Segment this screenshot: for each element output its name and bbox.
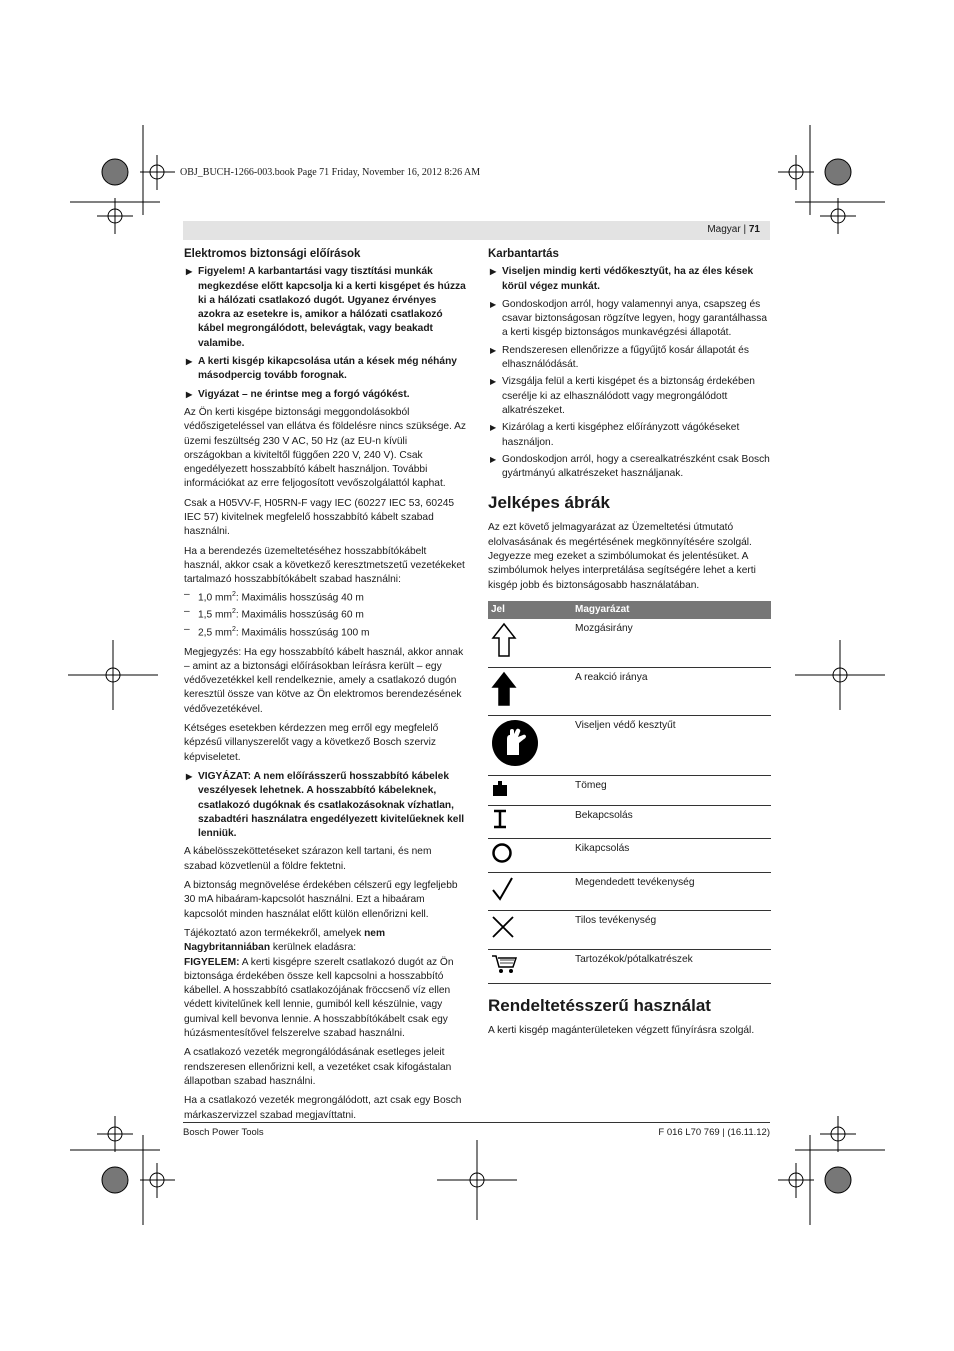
switch-off-icon <box>491 842 513 864</box>
paragraph: A kerti kisgép magánterületeken végzett fűnyírásra szolgál. <box>488 1024 755 1036</box>
print-header: OBJ_BUCH-1266-003.book Page 71 Friday, November 16, 2012 8:26 AM <box>180 167 481 178</box>
symbol-description: A reakció iránya <box>572 667 771 715</box>
footer-brand: Bosch Power Tools <box>183 1127 264 1138</box>
table-row <box>488 667 771 715</box>
list-item: ▶ Vizsgálja felül a kerti kisgépet és a biztonság érdekében cserélje ki az elhasználódott vagy megrongálódott alkatrészeket. <box>488 375 770 418</box>
table-row <box>488 619 771 667</box>
paragraph: Csak a H05VV-F, H05RN-F vagy IEC (60227 IEC 53, 60245 IEC 57) kivitelnek megfelelő hosszabbító kábelt szabad használni. <box>184 497 455 538</box>
paragraph: Kétséges esetekben kérdezzen meg erről egy megfelelő képzésű villanyszerelőt vagy a következő Bosch szerviz képviseletet. <box>184 723 439 763</box>
weight-icon <box>491 779 509 797</box>
section-heading-electrical: Elektromos biztonsági előírások <box>184 248 361 260</box>
warning-item: ▶ Figyelem! A karbantartási vagy tisztítási munkák megkezdése előtt kapcsolja ki a kerti kisgépet és húzza ki a hálózati csatlakozó dugót. Ugyanez érvényes azokra az esetekre is, amikor a hálózati csatlakozó kábel megrongálódott, belevágtak, vagy beakadt valamibe. <box>184 265 466 351</box>
list-item: ▶ Gondoskodjon arról, hogy a cserealkatrészként csak Bosch gyártmányú alkatrészeket használjanak. <box>488 453 770 482</box>
footer-doc-id: F 016 L70 769 | (16.11.12) <box>658 1127 770 1138</box>
table-row <box>488 949 771 983</box>
list-item: ▶ Rendszeresen ellenőrizze a fűgyűjtő kosár állapotát és elhasználódását. <box>488 344 770 373</box>
arrow-filled-up-icon <box>491 671 517 707</box>
paragraph: Megjegyzés: Ha egy hosszabbító kábelt használ, akkor annak – amint az a biztonsági előírásokban leírásra került – egy védővezetékkel kell rendelkeznie, amely a csatlakozó dugón keresztül össze van kötve az Ön elektromos berendezésének védővezetékével. <box>184 646 464 715</box>
table-row <box>488 911 771 949</box>
paragraph: Ha a csatlakozó vezeték megrongálódott, azt csak egy Bosch márkaszervizzel szabad megjavíttatni. <box>184 1095 462 1121</box>
paragraph: Az Ön kerti kisgépe biztonsági meggondolásokból védőszigeteléssel van ellátva és földelésre nincs szüksége. Az üzemi feszültség 230 V AC, 50 Hz (az EU-n kívüli országokban a kiviteltől függően 220 V, 240 V). Csak engedélyezett hosszabbító kábelt használjon. További információkat az erre feljogosított vevőszolgálattól kaphat. <box>184 406 467 490</box>
table-row <box>488 806 771 838</box>
list-item: ▶ Kizárólag a kerti kisgéphez előírányzott vágókéseket használjon. <box>488 421 770 450</box>
right-column <box>488 247 770 1043</box>
list-item: – 1,0 $mm^2$: Maximális hosszúság 40 m <box>184 588 466 606</box>
left-column <box>184 247 466 1128</box>
cart-icon <box>491 953 519 975</box>
warning-item: ▶ VIGYÁZAT: A nem előírásszerű hosszabbító kábelek veszélyesek lehetnek. A hosszabbító kábeleknek, csatlakozó dugóknak és csatlakozásoknak vízhatlan, szabadtéri használatra engedélyezett kivitelűeknek kell lenniük. <box>184 770 466 841</box>
symbol-description: Bekapcsolás <box>572 806 771 838</box>
page-language: Magyar <box>707 224 741 235</box>
cross-icon <box>491 914 515 940</box>
arrow-outline-up-icon <box>491 622 517 658</box>
list-item: ▶ Gondoskodjon arról, hogy valamennyi anya, csapszeg és csavar biztonságosan rögzítve legyen, hogy garantálhassa a kerti kisgép biztonságos munkavégzési állapotát. <box>488 298 770 341</box>
warning-item: ▶ Vigyázat – ne érintse meg a forgó vágókést. <box>184 388 466 402</box>
paragraph: Tájékoztató azon termékekről, amelyek nem Nagybritanniában kerülnek eladásra: <box>184 927 386 954</box>
paragraph: FIGYELEM: A kerti kisgépre szerelt csatlakozó dugót az Ön biztonsága érdekében össze kell kapcsolni a hosszabbító kábellel. A hosszabbító csatlakozójának fröccsenő víz ellen védett kivitelűnek kell lennie, gumiból kell készülnie, vagy gumival kell bevonva lennie. A hosszabbítókábelt csak egy húzásmentesítővel felszerelve szabad használni. <box>184 956 454 1040</box>
table-row <box>488 776 771 806</box>
symbol-description: Kikapcsolás <box>572 838 771 872</box>
symbols-table <box>488 601 771 984</box>
symbol-description: Tilos tevékenység <box>572 911 771 949</box>
page-header: Magyar | 71 <box>707 224 760 235</box>
symbol-description: Tömeg <box>572 776 771 806</box>
paragraph: A kábelösszeköttetéseket szárazon kell tartani, és nem szabad közvetlenül a földre fektetni. <box>184 846 432 872</box>
paragraph: A csatlakozó vezeték megrongálódásának esetleges jeleit rendszeresen ellenőrizni kell, a vezetéket csak kifogástalan állapotban szabad használni. <box>184 1047 452 1087</box>
symbol-description: Mozgásirány <box>572 619 771 667</box>
page-number: 71 <box>748 224 760 235</box>
paragraph: Az ezt követő jelmagyarázat az Üzemeltetési útmutató elolvasásának és megértésének megkönnyítésére szolgál. Jegyezze meg ezeket a szimbólumokat és jelentésüket. A szimbólumok helyes interpretálása segítségére lehet a kerti kisgép jobb és biztonságosabb használatában. <box>488 522 756 591</box>
page-footer <box>183 1122 770 1138</box>
table-header: Jel <box>488 601 572 619</box>
list-item: – 1,5 $mm^2$: Maximális hosszúság 60 m <box>184 605 466 623</box>
check-icon <box>491 876 515 902</box>
page-header-bar <box>183 221 770 240</box>
warning-item: ▶ Viseljen mindig kerti védőkesztyűt, ha az éles kések körül végez munkát. <box>488 265 770 294</box>
table-row <box>488 838 771 872</box>
section-heading-maintenance: Karbantartás <box>488 248 559 260</box>
paragraph: Ha a berendezés üzemeltetéséhez hosszabbítókábelt használ, akkor csak a következő keresztmetszetű vezetékeket tartalmazó hosszabbítókábelt szabad használni: <box>184 545 465 586</box>
list-item: – 2,5 $mm^2$: Maximális hosszúság 100 m <box>184 623 466 641</box>
table-row <box>488 873 771 911</box>
table-header: Magyarázat <box>572 601 771 619</box>
paragraph: A biztonság megnövelése érdekében célszerű egy legfeljebb 30 mA hibaáram-kapcsolót használni. Ezt a hibaáram kapcsolót minden használat előtt külön ellenőrizni kell. <box>184 880 458 920</box>
section-heading-symbols: Jelképes ábrák <box>488 493 610 513</box>
symbol-description: Viseljen védő kesztyűt <box>572 715 771 775</box>
warning-item: ▶ A kerti kisgép kikapcsolása után a kések még néhány másodpercig tovább forognak. <box>184 355 466 384</box>
table-row <box>488 715 771 775</box>
symbol-description: Tartozékok/pótalkatrészek <box>572 949 771 983</box>
symbol-description: Megendedett tevékenység <box>572 873 771 911</box>
table-header-row <box>488 601 771 619</box>
gloves-icon <box>491 719 539 767</box>
switch-on-icon <box>491 809 509 829</box>
cable-list <box>184 588 466 641</box>
section-heading-intended-use: Rendeltetésszerű használat <box>488 995 711 1015</box>
